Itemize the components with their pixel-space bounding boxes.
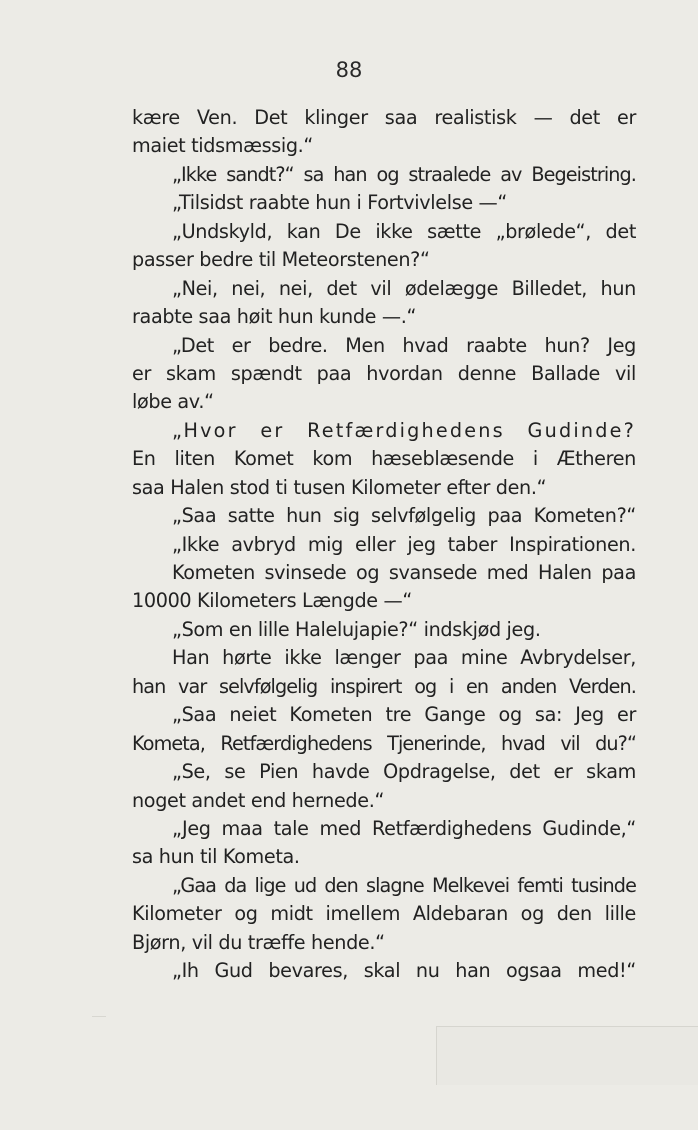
text-line: En liten Komet kom hæseblæsende i Ætheren bbox=[132, 447, 636, 471]
text-line: 10000 Kilometers Længde —“ bbox=[132, 589, 412, 613]
text-line: „Undskyld, kan De ikke sætte „brølede“, det bbox=[172, 219, 636, 243]
scan-speck bbox=[92, 1016, 106, 1017]
text-line: „Det er bedre. Men hvad raabte hun? Jeg bbox=[172, 333, 636, 357]
body-text bbox=[132, 104, 636, 986]
text-line: han var selvfølgelig inspirert og i en anden Verden. bbox=[132, 674, 636, 698]
text-line: „Hvor er Retfærdighedens Gudinde? bbox=[172, 418, 636, 442]
text-line: raabte saa høit hun kunde —.“ bbox=[132, 305, 417, 329]
text-line: maiet tidsmæssig.“ bbox=[132, 134, 314, 158]
text-line: „Saa neiet Kometen tre Gange og sa: Jeg er bbox=[172, 703, 636, 727]
scan-edge-mark bbox=[436, 1026, 698, 1085]
text-line: „Saa satte hun sig selvfølgelig paa Kometen?“ bbox=[172, 504, 636, 528]
text-line: „Nei, nei, nei, det vil ødelægge Billedet, hun bbox=[172, 276, 636, 300]
text-line: løbe av.“ bbox=[132, 390, 214, 414]
text-line: Bjørn, vil du træffe hende.“ bbox=[132, 930, 385, 954]
text-line: Han hørte ikke længer paa mine Avbrydelser, bbox=[172, 646, 636, 670]
text-line: Kilometer og midt imellem Aldebaran og den lille bbox=[132, 902, 636, 926]
text-line: noget andet end hernede.“ bbox=[132, 788, 385, 812]
text-line: „Ikke avbryd mig eller jeg taber Inspirationen. bbox=[172, 532, 636, 556]
text-line: „Ikke sandt?“ sa han og straalede av Begeistring. bbox=[172, 162, 636, 186]
text-line: „Jeg maa tale med Retfærdighedens Gudinde,“ bbox=[172, 816, 636, 840]
text-line: er skam spændt paa hvordan denne Ballade vil bbox=[132, 361, 636, 385]
text-line: kære Ven. Det klinger saa realistisk — det er bbox=[132, 106, 636, 129]
text-line: „Tilsidst raabte hun i Fortvivlelse —“ bbox=[172, 191, 507, 215]
text-line: „Se, se Pien havde Opdragelse, det er skam bbox=[172, 760, 636, 784]
text-line: sa hun til Kometa. bbox=[132, 845, 300, 869]
text-line: saa Halen stod ti tusen Kilometer efter den.“ bbox=[132, 475, 547, 499]
text-line: „Som en lille Halelujapie?“ indskjød jeg. bbox=[172, 617, 541, 641]
text-line: „Ih Gud bevares, skal nu han ogsaa med!“ bbox=[172, 959, 636, 983]
text-line: Kometen svinsede og svansede med Halen paa bbox=[172, 561, 636, 584]
text-line: Kometa, Retfærdighedens Tjenerinde, hvad vil du?“ bbox=[132, 731, 636, 755]
page-number: 88 bbox=[335, 58, 363, 82]
text-line: passer bedre til Meteorstenen?“ bbox=[132, 248, 430, 272]
text-line: „Gaa da lige ud den slagne Melkevei femti tusinde bbox=[172, 873, 636, 897]
